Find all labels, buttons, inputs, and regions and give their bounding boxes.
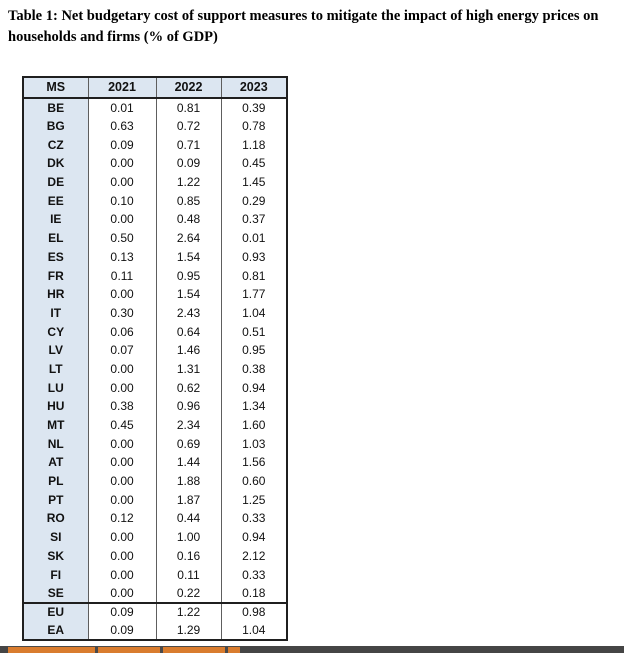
value-cell: 0.01 bbox=[221, 229, 287, 248]
value-cell: 0.71 bbox=[156, 135, 221, 154]
value-cell: 0.06 bbox=[88, 322, 156, 341]
value-cell: 0.00 bbox=[88, 453, 156, 472]
value-cell: 0.09 bbox=[88, 621, 156, 640]
value-cell: 0.00 bbox=[88, 285, 156, 304]
strip-tick bbox=[225, 647, 228, 653]
table-row bbox=[23, 621, 287, 640]
ms-cell: FR bbox=[23, 266, 88, 285]
ms-cell: SK bbox=[23, 547, 88, 566]
table-title bbox=[8, 6, 620, 49]
ms-cell: EL bbox=[23, 229, 88, 248]
value-cell: 1.29 bbox=[156, 621, 221, 640]
value-cell: 0.96 bbox=[156, 397, 221, 416]
value-cell: 2.12 bbox=[221, 547, 287, 566]
ms-cell: BE bbox=[23, 98, 88, 117]
value-cell: 0.95 bbox=[156, 266, 221, 285]
ms-cell: FI bbox=[23, 565, 88, 584]
value-cell: 0.00 bbox=[88, 528, 156, 547]
ms-cell: SE bbox=[23, 584, 88, 603]
table-row bbox=[23, 547, 287, 566]
value-cell: 0.00 bbox=[88, 210, 156, 229]
strip-dark-fragment bbox=[0, 646, 8, 653]
strip-dark-fragment bbox=[240, 646, 624, 653]
value-cell: 0.50 bbox=[88, 229, 156, 248]
value-cell: 1.46 bbox=[156, 341, 221, 360]
value-cell: 1.56 bbox=[221, 453, 287, 472]
value-cell: 1.54 bbox=[156, 285, 221, 304]
value-cell: 0.85 bbox=[156, 191, 221, 210]
table-row bbox=[23, 528, 287, 547]
table-row bbox=[23, 304, 287, 323]
value-cell: 0.18 bbox=[221, 584, 287, 603]
value-cell: 2.64 bbox=[156, 229, 221, 248]
value-cell: 0.98 bbox=[221, 603, 287, 622]
value-cell: 1.45 bbox=[221, 173, 287, 192]
value-cell: 0.39 bbox=[221, 98, 287, 117]
value-cell: 0.69 bbox=[156, 434, 221, 453]
ms-cell: ES bbox=[23, 248, 88, 267]
table-row bbox=[23, 98, 287, 117]
value-cell: 0.48 bbox=[156, 210, 221, 229]
cropped-next-element bbox=[0, 646, 624, 653]
value-cell: 0.11 bbox=[88, 266, 156, 285]
ms-cell: CZ bbox=[23, 135, 88, 154]
value-cell: 0.29 bbox=[221, 191, 287, 210]
value-cell: 0.10 bbox=[88, 191, 156, 210]
table-row bbox=[23, 191, 287, 210]
value-cell: 0.45 bbox=[221, 154, 287, 173]
value-cell: 0.33 bbox=[221, 565, 287, 584]
table-row bbox=[23, 453, 287, 472]
value-cell: 0.33 bbox=[221, 509, 287, 528]
value-cell: 0.00 bbox=[88, 565, 156, 584]
ms-cell: BG bbox=[23, 117, 88, 136]
value-cell: 2.43 bbox=[156, 304, 221, 323]
ms-cell: MT bbox=[23, 416, 88, 435]
value-cell: 0.81 bbox=[156, 98, 221, 117]
ms-cell: LU bbox=[23, 378, 88, 397]
col-header-2022: 2022 bbox=[156, 77, 221, 98]
value-cell: 0.00 bbox=[88, 173, 156, 192]
ms-cell: EE bbox=[23, 191, 88, 210]
value-cell: 2.34 bbox=[156, 416, 221, 435]
value-cell: 0.11 bbox=[156, 565, 221, 584]
value-cell: 1.60 bbox=[221, 416, 287, 435]
value-cell: 1.87 bbox=[156, 490, 221, 509]
value-cell: 0.72 bbox=[156, 117, 221, 136]
table-row bbox=[23, 117, 287, 136]
value-cell: 0.60 bbox=[221, 472, 287, 491]
table-row bbox=[23, 565, 287, 584]
net-budgetary-cost-table bbox=[22, 76, 288, 641]
value-cell: 0.51 bbox=[221, 322, 287, 341]
value-cell: 0.62 bbox=[156, 378, 221, 397]
table-row bbox=[23, 173, 287, 192]
ms-cell: PT bbox=[23, 490, 88, 509]
table-row bbox=[23, 434, 287, 453]
value-cell: 0.37 bbox=[221, 210, 287, 229]
value-cell: 1.34 bbox=[221, 397, 287, 416]
value-cell: 1.04 bbox=[221, 304, 287, 323]
value-cell: 1.22 bbox=[156, 603, 221, 622]
value-cell: 0.93 bbox=[221, 248, 287, 267]
value-cell: 0.09 bbox=[88, 135, 156, 154]
value-cell: 1.04 bbox=[221, 621, 287, 640]
table-row bbox=[23, 229, 287, 248]
value-cell: 0.45 bbox=[88, 416, 156, 435]
ms-cell: IE bbox=[23, 210, 88, 229]
ms-cell: CY bbox=[23, 322, 88, 341]
table-title-line2: households and firms (% of GDP) bbox=[8, 29, 218, 46]
value-cell: 0.16 bbox=[156, 547, 221, 566]
ms-cell: EA bbox=[23, 621, 88, 640]
table-row bbox=[23, 360, 287, 379]
table-row bbox=[23, 490, 287, 509]
ms-cell: DK bbox=[23, 154, 88, 173]
ms-cell: NL bbox=[23, 434, 88, 453]
table-row bbox=[23, 248, 287, 267]
ms-cell: HU bbox=[23, 397, 88, 416]
table-row bbox=[23, 509, 287, 528]
member-state-rows bbox=[23, 98, 287, 603]
value-cell: 0.00 bbox=[88, 547, 156, 566]
aggregate-rows bbox=[23, 603, 287, 640]
col-header-ms: MS bbox=[23, 77, 88, 98]
value-cell: 0.00 bbox=[88, 490, 156, 509]
value-cell: 1.88 bbox=[156, 472, 221, 491]
value-cell: 0.94 bbox=[221, 378, 287, 397]
value-cell: 0.30 bbox=[88, 304, 156, 323]
value-cell: 1.18 bbox=[221, 135, 287, 154]
ms-cell: HR bbox=[23, 285, 88, 304]
value-cell: 0.63 bbox=[88, 117, 156, 136]
value-cell: 0.78 bbox=[221, 117, 287, 136]
table-row bbox=[23, 135, 287, 154]
table-row bbox=[23, 210, 287, 229]
ms-cell: SI bbox=[23, 528, 88, 547]
value-cell: 1.22 bbox=[156, 173, 221, 192]
value-cell: 1.77 bbox=[221, 285, 287, 304]
value-cell: 1.00 bbox=[156, 528, 221, 547]
value-cell: 0.09 bbox=[156, 154, 221, 173]
value-cell: 0.38 bbox=[221, 360, 287, 379]
ms-cell: LT bbox=[23, 360, 88, 379]
ms-cell: EU bbox=[23, 603, 88, 622]
table-row bbox=[23, 472, 287, 491]
col-header-2021: 2021 bbox=[88, 77, 156, 98]
ms-cell: RO bbox=[23, 509, 88, 528]
col-header-2023: 2023 bbox=[221, 77, 287, 98]
value-cell: 0.09 bbox=[88, 603, 156, 622]
value-cell: 1.31 bbox=[156, 360, 221, 379]
table-row bbox=[23, 341, 287, 360]
value-cell: 0.00 bbox=[88, 360, 156, 379]
value-cell: 0.00 bbox=[88, 472, 156, 491]
value-cell: 0.64 bbox=[156, 322, 221, 341]
value-cell: 0.22 bbox=[156, 584, 221, 603]
value-cell: 0.13 bbox=[88, 248, 156, 267]
value-cell: 1.25 bbox=[221, 490, 287, 509]
ms-cell: DE bbox=[23, 173, 88, 192]
value-cell: 0.12 bbox=[88, 509, 156, 528]
table-row bbox=[23, 584, 287, 603]
ms-cell: LV bbox=[23, 341, 88, 360]
ms-cell: PL bbox=[23, 472, 88, 491]
strip-orange-fragment bbox=[8, 646, 240, 653]
table-row bbox=[23, 285, 287, 304]
value-cell: 0.00 bbox=[88, 434, 156, 453]
table-row bbox=[23, 378, 287, 397]
value-cell: 0.00 bbox=[88, 378, 156, 397]
value-cell: 0.95 bbox=[221, 341, 287, 360]
value-cell: 0.38 bbox=[88, 397, 156, 416]
ms-cell: AT bbox=[23, 453, 88, 472]
strip-tick bbox=[95, 647, 98, 653]
header-row bbox=[23, 77, 287, 98]
table-row bbox=[23, 416, 287, 435]
value-cell: 0.44 bbox=[156, 509, 221, 528]
table-row bbox=[23, 322, 287, 341]
table-row bbox=[23, 397, 287, 416]
table-row bbox=[23, 154, 287, 173]
value-cell: 0.01 bbox=[88, 98, 156, 117]
value-cell: 0.00 bbox=[88, 584, 156, 603]
value-cell: 1.03 bbox=[221, 434, 287, 453]
ms-cell: IT bbox=[23, 304, 88, 323]
value-cell: 0.81 bbox=[221, 266, 287, 285]
table-row bbox=[23, 603, 287, 622]
strip-tick bbox=[160, 647, 163, 653]
value-cell: 0.00 bbox=[88, 154, 156, 173]
value-cell: 0.94 bbox=[221, 528, 287, 547]
table-title-line1: Table 1: Net budgetary cost of support measures to mitigate the impact of high energy prices on bbox=[8, 8, 599, 24]
value-cell: 0.07 bbox=[88, 341, 156, 360]
table-row bbox=[23, 266, 287, 285]
value-cell: 1.44 bbox=[156, 453, 221, 472]
value-cell: 1.54 bbox=[156, 248, 221, 267]
